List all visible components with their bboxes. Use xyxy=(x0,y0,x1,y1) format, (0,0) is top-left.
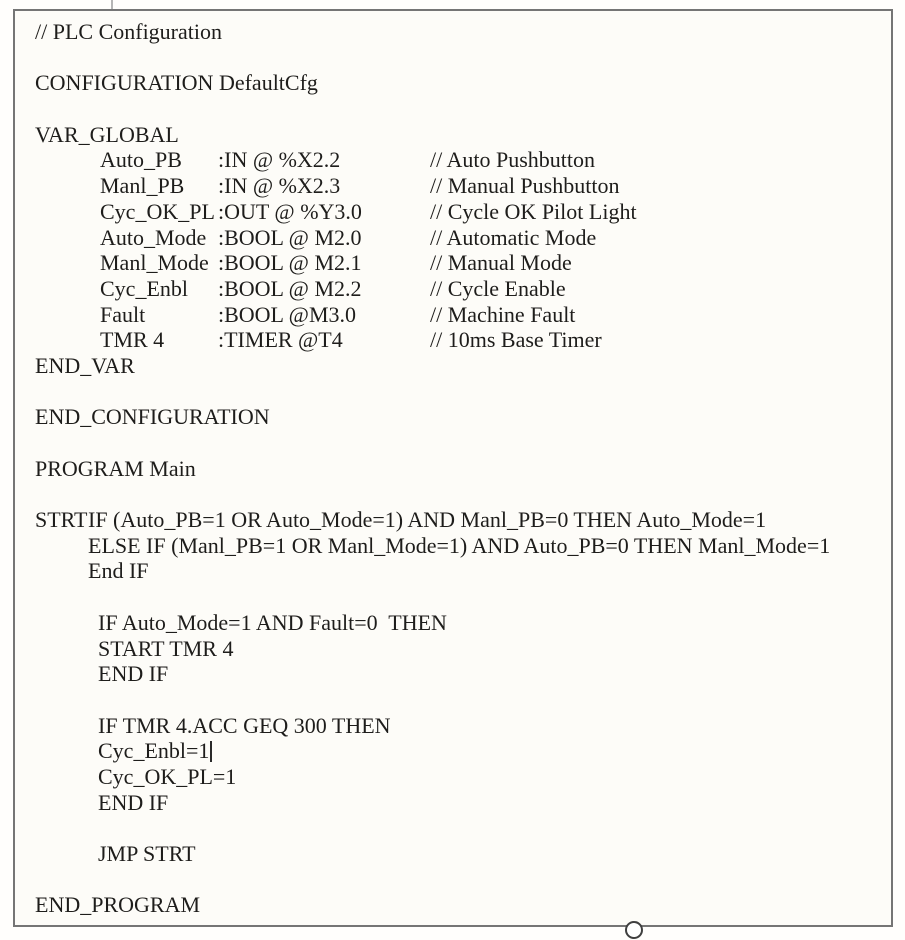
blank-line xyxy=(15,815,891,841)
code-line-strt xyxy=(15,507,891,533)
code-line-end-if: End IF xyxy=(88,558,149,584)
variable-type: :IN @ %X2.3 xyxy=(218,173,341,199)
variable-type: :BOOL @M3.0 xyxy=(218,301,357,327)
code-line-cyc-ok-pl: Cyc_OK_PL=1 xyxy=(98,763,237,789)
variable-comment: // Manual Mode xyxy=(430,250,572,276)
variable-name: Manl_PB xyxy=(100,173,185,199)
variable-name: Cyc_Enbl xyxy=(100,275,188,301)
blank-line xyxy=(15,45,891,71)
code-line-program: PROGRAM Main xyxy=(35,455,196,481)
blank-line xyxy=(15,379,891,405)
blank-line xyxy=(15,867,891,893)
code-line-end-program: END_PROGRAM xyxy=(35,892,201,918)
variable-comment: // Cycle OK Pilot Light xyxy=(430,198,637,224)
blank-line xyxy=(15,687,891,713)
text-cursor xyxy=(210,741,212,762)
code-line-if-auto-mode: IF Auto_Mode=1 AND Fault=0 THEN xyxy=(98,609,447,635)
variable-type: :BOOL @ M2.1 xyxy=(218,250,362,276)
variable-type: :OUT @ %Y3.0 xyxy=(218,198,362,224)
plc-code-listing xyxy=(15,11,891,925)
resize-handle-bottom[interactable] xyxy=(625,921,643,939)
code-textbox[interactable] xyxy=(13,9,893,927)
variable-comment: // Automatic Mode xyxy=(430,224,597,250)
code-line-end-if: END IF xyxy=(98,661,169,687)
code-line-end-configuration: END_CONFIGURATION xyxy=(35,404,270,430)
code-line-jmp-strt: JMP STRT xyxy=(98,841,196,866)
variable-name: TMR 4 xyxy=(100,327,165,353)
code-line-end-var: END_VAR xyxy=(35,352,135,378)
variable-type: :TIMER @T4 xyxy=(218,327,343,353)
variable-row xyxy=(15,173,891,199)
variable-row xyxy=(15,147,891,173)
variable-type: :IN @ %X2.2 xyxy=(218,147,341,173)
cyc-enbl-text: Cyc_Enbl=1 xyxy=(98,738,210,764)
variable-comment: // 10ms Base Timer xyxy=(430,327,602,353)
variable-type: :BOOL @ M2.2 xyxy=(218,275,362,301)
code-line-header-comment: // PLC Configuration xyxy=(35,19,222,44)
variable-name: Manl_Mode xyxy=(100,250,209,276)
variable-row xyxy=(15,302,891,328)
variable-row xyxy=(15,250,891,276)
blank-line xyxy=(15,96,891,122)
variable-row xyxy=(15,327,891,353)
code-line-else-if: ELSE IF (Manl_PB=1 OR Manl_Mode=1) AND Auto_PB=0 THEN Manl_Mode=1 xyxy=(88,532,831,558)
variable-comment: // Auto Pushbutton xyxy=(430,147,596,173)
code-line-configuration: CONFIGURATION DefaultCfg xyxy=(35,70,318,96)
variable-type: :BOOL @ M2.0 xyxy=(218,224,362,250)
variable-row xyxy=(15,276,891,302)
strt-label: STRT xyxy=(35,507,88,533)
variable-name: Fault xyxy=(100,301,146,327)
code-line-end-if: END IF xyxy=(98,789,169,815)
blank-line xyxy=(15,481,891,507)
code-line-var-global: VAR_GLOBAL xyxy=(35,121,179,147)
variable-comment: // Manual Pushbutton xyxy=(430,173,620,199)
blank-line xyxy=(15,430,891,456)
variable-comment: // Machine Fault xyxy=(430,301,576,327)
variable-comment: // Cycle Enable xyxy=(430,275,566,301)
variable-name: Auto_PB xyxy=(100,147,182,173)
variable-name: Cyc_OK_PL xyxy=(100,198,215,224)
variable-row xyxy=(15,199,891,225)
code-line-cyc-enbl xyxy=(15,738,891,764)
variable-row xyxy=(15,225,891,251)
strt-statement: IF (Auto_PB=1 OR Auto_Mode=1) AND Manl_PB=0 THEN Auto_Mode=1 xyxy=(88,507,767,533)
blank-line xyxy=(15,584,891,610)
code-line-start-tmr: START TMR 4 xyxy=(98,635,234,661)
code-line-if-tmr-acc: IF TMR 4.ACC GEQ 300 THEN xyxy=(98,712,391,738)
variable-name: Auto_Mode xyxy=(100,224,207,250)
